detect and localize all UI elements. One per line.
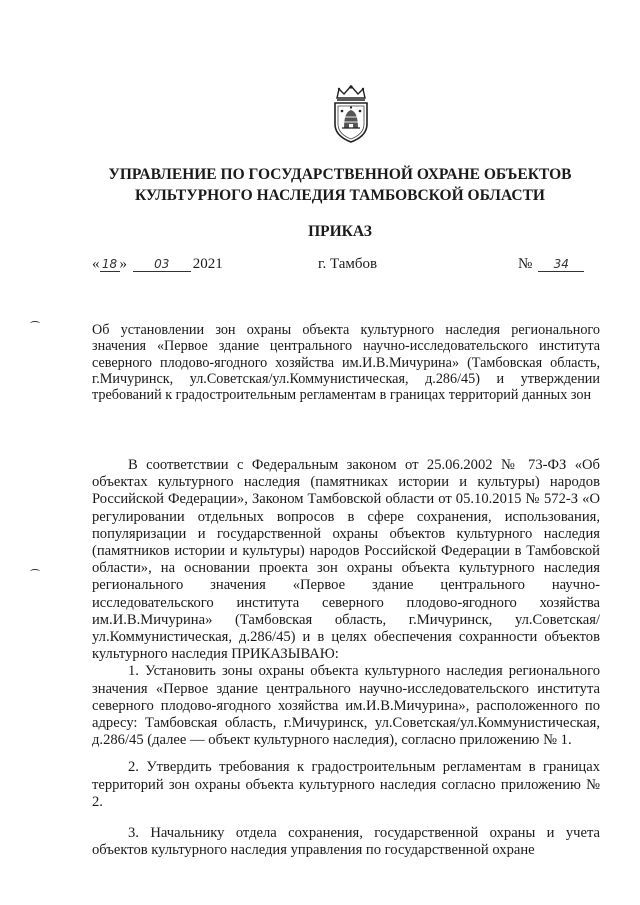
order-item-1: 1. Установить зоны охраны объекта культурного наследия регионального значения «Первое здание центрального научно-исследовательского института северного плодово-ягодного хозяйства им.И.В.Мичурина», расположенного по адресу: Тамбовская область, г.Мичуринск, ул.Советская/ул.Коммунистическая, д.286/45 (далее — объект культурного наследия), согласно приложению № 1. xyxy=(92,663,600,749)
date-quote-open: « xyxy=(92,256,100,272)
number-handwritten: 34 xyxy=(538,257,584,272)
organization-line-1: УПРАВЛЕНИЕ ПО ГОСУДАРСТВЕННОЙ ОХРАНЕ ОБЪЕКТОВ xyxy=(108,166,572,183)
date-year: 2021 xyxy=(192,256,223,272)
preamble-paragraph: В соответствии с Федеральным законом от 25.06.2002 № 73-ФЗ «Об объектах культурного наследия (памятниках истории и культуры) народов Российской Федерации», Законом Тамбовской области от 05.10.2015 № 572-З «О регулировании отдельных вопросов в сфере сохранения, использования, популяризации и государственной охраны объектов культурного наследия (памятников истории и культуры) народов Российской Федерации в Тамбовской области», на основании проекта зон охраны объекта культурного наследия регионального значения «Первое здание центрального научно-исследовательского института северного плодово-ягодного хозяйства им.И.В.Мичурина» (Тамбовская область, г.Мичуринск, ул.Советская/ул.Коммунистическая, д.286/45) и в целях обеспечения сохранности объектов культурного наследия ПРИКАЗЫВАЮ: xyxy=(92,457,600,663)
date-quote-close: » xyxy=(119,256,127,272)
order-subject: Об установлении зон охраны объекта культурного наследия регионального значения «Первое здание центрального научно-исследовательского института северного плодово-ягодного хозяйства им.И.В.Мичурина» (Тамбовская область, г.Мичуринск, ул.Советская/ул.Коммунистическая, д.286/45) и утверждении требований к градостроительным регламентам в границах территорий данных зон xyxy=(92,322,600,404)
scan-mark xyxy=(30,321,40,326)
coat-of-arms-icon xyxy=(329,84,373,144)
document-number xyxy=(518,256,584,273)
document-date xyxy=(92,256,223,273)
order-item-3: 3. Начальнику отдела сохранения, государственной охраны и учета объектов культурного наследия управления по государственной охране xyxy=(92,825,600,859)
number-label: № xyxy=(518,256,533,272)
order-body xyxy=(92,457,600,859)
document-type-title: ПРИКАЗ xyxy=(308,223,372,240)
date-month-handwritten: 03 xyxy=(133,257,191,272)
organization-line-2: КУЛЬТУРНОГО НАСЛЕДИЯ ТАМБОВСКОЙ ОБЛАСТИ xyxy=(135,187,545,204)
city: г. Тамбов xyxy=(318,256,378,272)
date-number-line xyxy=(0,256,640,280)
organization-name xyxy=(60,164,620,206)
order-item-2: 2. Утвердить требования к градостроительным регламентам в границах территорий зон охраны объекта культурного наследия согласно приложению № 2. xyxy=(92,759,600,810)
scan-mark xyxy=(30,569,40,574)
date-day-handwritten: 18 xyxy=(100,257,120,272)
